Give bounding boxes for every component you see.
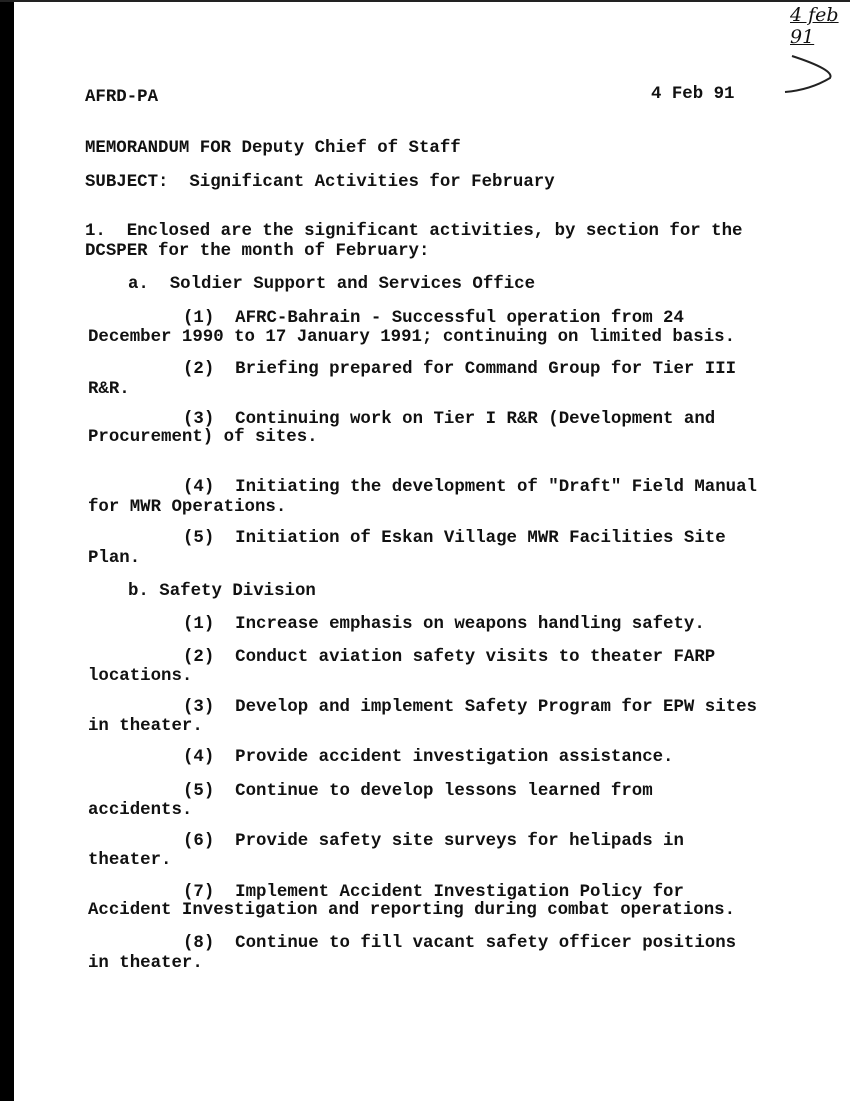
section-a-item-2-cont: R&R. (88, 380, 130, 399)
handwritten-arrow-mark (780, 50, 840, 100)
section-b-item-5-cont: accidents. (88, 801, 193, 820)
section-a-item-3-cont: Procurement) of sites. (88, 428, 318, 447)
section-a-item-5-cont: Plan. (88, 549, 141, 568)
section-a-item-1: (1) AFRC-Bahrain - Successful operation from 24 (183, 309, 684, 328)
handwritten-date-note: 4 feb 91 (790, 4, 839, 48)
section-b-item-3: (3) Develop and implement Safety Program for EPW sites (183, 698, 757, 717)
section-b-title: b. Safety Division (128, 582, 316, 601)
section-a-item-4-cont: for MWR Operations. (88, 498, 287, 517)
section-b-item-1: (1) Increase emphasis on weapons handling safety. (183, 615, 705, 634)
section-b-item-6-cont: theater. (88, 851, 172, 870)
section-a-item-3: (3) Continuing work on Tier I R&R (Development and (183, 410, 716, 429)
section-a-title: a. Soldier Support and Services Office (128, 275, 536, 294)
section-a-item-2: (2) Briefing prepared for Command Group for Tier III (183, 360, 737, 379)
section-a-item-5: (5) Initiation of Eskan Village MWR Facilities Site (183, 529, 726, 548)
memo-for: MEMORANDUM FOR Deputy Chief of Staff (85, 139, 461, 158)
subject-line: SUBJECT: Significant Activities for February (85, 173, 555, 192)
scan-top-border (0, 0, 850, 2)
section-a-item-4: (4) Initiating the development of "Draft" Field Manual (183, 478, 757, 497)
section-b-item-7-cont: Accident Investigation and reporting during combat operations. (88, 901, 736, 920)
section-b-item-5: (5) Continue to develop lessons learned from (183, 782, 653, 801)
office-symbol: AFRD-PA (85, 88, 159, 107)
section-b-item-8-cont: in theater. (88, 954, 203, 973)
section-b-item-2: (2) Conduct aviation safety visits to theater FARP (183, 648, 716, 667)
memo-date: 4 Feb 91 (651, 85, 735, 104)
intro-line-2: DCSPER for the month of February: (85, 242, 430, 261)
section-b-item-7: (7) Implement Accident Investigation Policy for (183, 883, 684, 902)
section-b-item-8: (8) Continue to fill vacant safety officer positions (183, 934, 737, 953)
section-b-item-6: (6) Provide safety site surveys for helipads in (183, 832, 684, 851)
scan-edge-bar (0, 0, 14, 1101)
section-b-item-3-cont: in theater. (88, 717, 203, 736)
section-b-item-2-cont: locations. (88, 667, 193, 686)
intro-line-1: 1. Enclosed are the significant activities, by section for the (85, 222, 743, 241)
section-a-item-1-cont: December 1990 to 17 January 1991; continuing on limited basis. (88, 328, 736, 347)
section-b-item-4: (4) Provide accident investigation assistance. (183, 748, 674, 767)
